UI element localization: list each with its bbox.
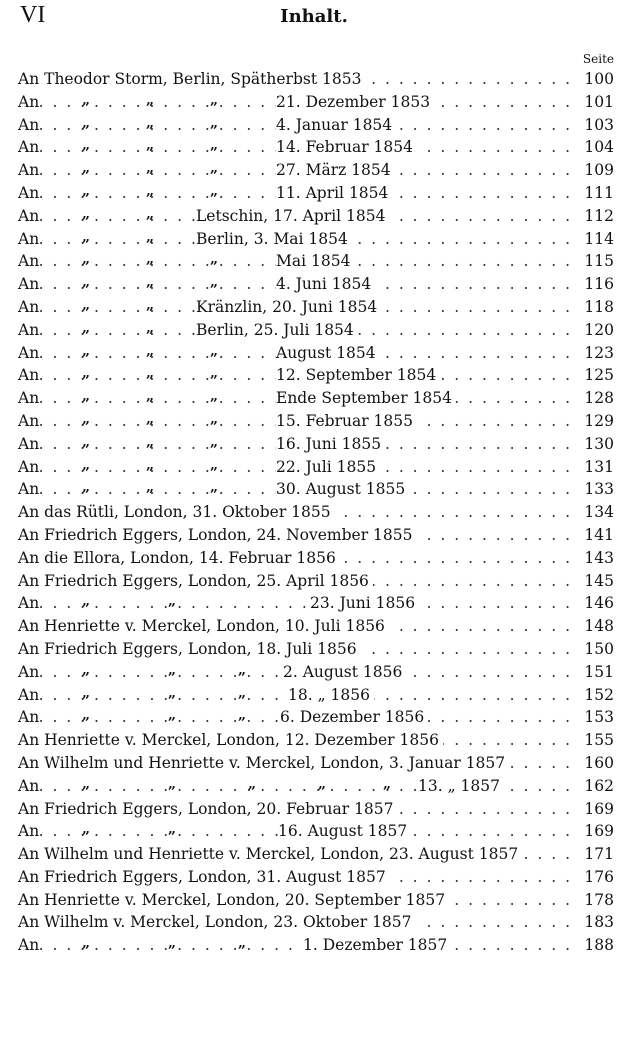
entry-page-number: 150 [576,638,614,661]
entry-text: An Friedrich Eggers, London, 20. Februar 1857 [18,798,398,821]
entry-page-number: 141 [576,524,614,547]
entry-text: An das Rütli, London, 31. Oktober 1855 [18,501,335,524]
entry-page-number: 145 [576,570,614,593]
ditto-mark: „ [168,821,177,838]
entry-page-number: 169 [576,820,614,843]
ditto-mark: „ [210,388,219,405]
toc-entry [18,889,614,912]
entry-page-number: 112 [576,205,614,228]
ditto-mark: „ [82,935,91,952]
entry-page-number: 128 [576,387,614,410]
ditto-mark: „ [82,319,91,336]
entry-text: Mai 1854 [276,250,354,273]
entry-text: 21. Dezember 1853 [276,91,434,114]
toc-entry [18,296,614,319]
entry-page-number: 103 [576,114,614,137]
seite-label: Seite [582,52,614,66]
ditto-mark: „ [210,433,219,450]
ditto-mark: „ [210,365,219,382]
entry-text: Letschin, 17. April 1854 [196,205,390,228]
ditto-mark: „ [146,114,155,131]
entry-text: 11. April 1854 [276,182,392,205]
entry-page-number: 134 [576,501,614,524]
ditto-mark: „ [146,433,155,450]
entry-prefix: An [18,387,39,410]
entry-text: 6. Dezember 1856 [280,706,428,729]
toc-entry [18,205,614,228]
ditto-mark: „ [82,388,91,405]
toc-entry [18,433,614,456]
ditto-mark: „ [82,707,91,724]
ditto-mark: „ [82,91,91,108]
entry-prefix: An [18,205,39,228]
entry-page-number: 160 [576,752,614,775]
entry-prefix: An [18,136,39,159]
toc-entry [18,478,614,501]
ditto-mark: „ [82,182,91,199]
entry-prefix: An [18,228,39,251]
ditto-mark: „ [82,684,91,701]
entry-text: 1. Dezember 1857 [303,934,451,957]
toc-entry [18,729,614,752]
toc-entry [18,775,614,798]
entry-prefix: An [18,114,39,137]
entry-page-number: 152 [576,684,614,707]
ditto-mark: „ [168,935,177,952]
ditto-mark: „ [318,775,327,792]
entry-page-number: 131 [576,456,614,479]
ditto-mark: „ [248,775,257,792]
ditto-mark: „ [168,593,177,610]
entry-page-number: 148 [576,615,614,638]
entry-text: An Friedrich Eggers, London, 24. November 1855 [18,524,417,547]
toc-entry [18,843,614,866]
entry-page-number: 188 [576,934,614,957]
ditto-mark: „ [210,91,219,108]
entry-page-number: 111 [576,182,614,205]
ditto-mark: „ [210,479,219,496]
entry-text: An Wilhelm v. Merckel, London, 23. Oktober 1857 [18,911,416,934]
ditto-mark: „ [82,251,91,268]
toc-entry [18,798,614,821]
ditto-mark: „ [146,479,155,496]
entry-page-number: 116 [576,273,614,296]
ditto-mark: „ [146,91,155,108]
entry-text: An Friedrich Eggers, London, 25. April 1856 [18,570,373,593]
toc-entry [18,524,614,547]
toc-entry [18,342,614,365]
ditto-mark: „ [82,205,91,222]
toc-entry [18,911,614,934]
ditto-mark: „ [146,319,155,336]
ditto-mark: „ [210,182,219,199]
toc-entry [18,68,614,91]
toc-entry [18,615,614,638]
toc-entry [18,410,614,433]
entry-text: 23. Juni 1856 [310,592,419,615]
entry-page-number: 151 [576,661,614,684]
entry-text: 4. Juni 1854 [276,273,375,296]
entry-page-number: 125 [576,364,614,387]
entry-text: An Henriette v. Merckel, London, 10. Juli 1856 [18,615,389,638]
entry-page-number: 100 [576,68,614,91]
toc-entry [18,228,614,251]
ditto-mark: „ [82,137,91,154]
ditto-mark: „ [238,661,247,678]
entry-prefix: An [18,706,39,729]
entry-prefix: An [18,775,39,798]
entry-prefix: An [18,342,39,365]
entry-page-number: 104 [576,136,614,159]
entry-prefix: An [18,478,39,501]
ditto-mark: „ [82,661,91,678]
ditto-mark: „ [168,775,177,792]
toc-entry [18,592,614,615]
entry-text: Berlin, 3. Mai 1854 [196,228,352,251]
entry-page-number: 155 [576,729,614,752]
toc-entry [18,250,614,273]
entry-text: An die Ellora, London, 14. Februar 1856 [18,547,340,570]
entry-text: An Henriette v. Merckel, London, 12. Dezember 1856 [18,729,443,752]
ditto-mark: „ [238,684,247,701]
ditto-mark: „ [82,274,91,291]
entry-text: 15. Februar 1855 [276,410,417,433]
entry-prefix: An [18,661,39,684]
ditto-mark: „ [210,342,219,359]
toc-entry [18,570,614,593]
entry-prefix: An [18,934,39,957]
toc-entry [18,820,614,843]
entry-page-number: 109 [576,159,614,182]
ditto-mark: „ [82,365,91,382]
entry-text: Ende September 1854 [276,387,456,410]
entry-page-number: 178 [576,889,614,912]
entry-page-number: 146 [576,592,614,615]
entry-prefix: An [18,684,39,707]
toc-entry [18,638,614,661]
ditto-mark: „ [146,456,155,473]
entry-text: 14. Februar 1854 [276,136,417,159]
entry-prefix: An [18,296,39,319]
ditto-mark: „ [146,296,155,313]
entry-prefix: An [18,433,39,456]
toc-entry [18,273,614,296]
entry-prefix: An [18,182,39,205]
entry-page-number: 114 [576,228,614,251]
ditto-mark: „ [146,410,155,427]
table-of-contents [18,68,614,957]
ditto-mark: „ [210,274,219,291]
entry-text: 27. März 1854 [276,159,395,182]
entry-page-number: 162 [576,775,614,798]
ditto-mark: „ [210,456,219,473]
ditto-mark: „ [82,433,91,450]
ditto-mark: „ [146,228,155,245]
ditto-mark: „ [146,388,155,405]
page-title: Inhalt. [280,6,348,27]
ditto-mark: „ [210,160,219,177]
ditto-mark: „ [82,593,91,610]
ditto-mark: „ [238,935,247,952]
ditto-mark: „ [146,182,155,199]
ditto-mark: „ [82,228,91,245]
ditto-mark: „ [82,456,91,473]
entry-page-number: 120 [576,319,614,342]
entry-text: 16. August 1857 [278,820,411,843]
entry-page-number: 115 [576,250,614,273]
ditto-mark: „ [82,114,91,131]
ditto-mark: „ [146,274,155,291]
ditto-mark: „ [210,251,219,268]
entry-prefix: An [18,250,39,273]
entry-text: An Friedrich Eggers, London, 18. Juli 1856 [18,638,361,661]
entry-page-number: 153 [576,706,614,729]
toc-entry [18,456,614,479]
entry-page-number: 171 [576,843,614,866]
entry-text: Kränzlin, 20. Juni 1854 [196,296,381,319]
entry-text: 2. August 1856 [283,661,406,684]
entry-text: 12. September 1854 [276,364,440,387]
entry-page-number: 101 [576,91,614,114]
dot-leader [18,934,572,957]
ditto-mark: „ [82,342,91,359]
entry-text: 30. August 1855 [276,478,409,501]
ditto-mark: „ [146,205,155,222]
entry-text: 13. „ 1857 [418,775,504,798]
entry-page-number: 118 [576,296,614,319]
toc-entry [18,319,614,342]
toc-entry [18,136,614,159]
entry-text: Berlin, 25. Juli 1854 [196,319,358,342]
toc-entry [18,182,614,205]
ditto-mark: „ [146,251,155,268]
entry-text: An Theodor Storm, Berlin, Spätherbst 1853 [18,68,365,91]
ditto-mark: „ [210,137,219,154]
toc-entry [18,114,614,137]
entry-prefix: An [18,319,39,342]
entry-text: August 1854 [276,342,380,365]
entry-page-number: 130 [576,433,614,456]
entry-text: 16. Juni 1855 [276,433,385,456]
ditto-mark: „ [82,296,91,313]
entry-prefix: An [18,456,39,479]
toc-entry [18,752,614,775]
ditto-mark: „ [82,160,91,177]
ditto-mark: „ [383,775,392,792]
entry-text: 18. „ 1856 [288,684,374,707]
entry-page-number: 129 [576,410,614,433]
ditto-mark: „ [238,707,247,724]
entry-prefix: An [18,364,39,387]
toc-entry [18,547,614,570]
entry-prefix: An [18,159,39,182]
entry-page-number: 169 [576,798,614,821]
ditto-mark: „ [82,410,91,427]
toc-entry [18,159,614,182]
ditto-mark: „ [146,137,155,154]
entry-prefix: An [18,592,39,615]
entry-text: An Henriette v. Merckel, London, 20. September 1857 [18,889,449,912]
ditto-mark: „ [146,160,155,177]
entry-text: An Wilhelm und Henriette v. Merckel, London, 23. August 1857 [18,843,522,866]
ditto-mark: „ [168,684,177,701]
ditto-mark: „ [82,775,91,792]
toc-entry [18,387,614,410]
entry-text: 4. Januar 1854 [276,114,396,137]
entry-prefix: An [18,410,39,433]
entry-text: 22. Juli 1855 [276,456,380,479]
toc-entry [18,91,614,114]
entry-page-number: 143 [576,547,614,570]
toc-entry [18,661,614,684]
dot-leader [18,592,572,615]
ditto-mark: „ [210,410,219,427]
toc-entry [18,866,614,889]
entry-prefix: An [18,273,39,296]
ditto-mark: „ [82,479,91,496]
toc-entry [18,364,614,387]
ditto-mark: „ [210,114,219,131]
ditto-mark: „ [146,342,155,359]
ditto-mark: „ [146,365,155,382]
entry-prefix: An [18,820,39,843]
entry-text: An Friedrich Eggers, London, 31. August 1857 [18,866,390,889]
entry-page-number: 183 [576,911,614,934]
entry-prefix: An [18,91,39,114]
toc-entry [18,934,614,957]
entry-page-number: 176 [576,866,614,889]
toc-entry [18,501,614,524]
entry-page-number: 123 [576,342,614,365]
ditto-mark: „ [168,661,177,678]
ditto-mark: „ [168,707,177,724]
toc-entry [18,706,614,729]
entry-text: An Wilhelm und Henriette v. Merckel, London, 3. Januar 1857 [18,752,509,775]
toc-entry [18,684,614,707]
entry-page-number: 133 [576,478,614,501]
page-number: VI [20,2,46,28]
ditto-mark: „ [82,821,91,838]
